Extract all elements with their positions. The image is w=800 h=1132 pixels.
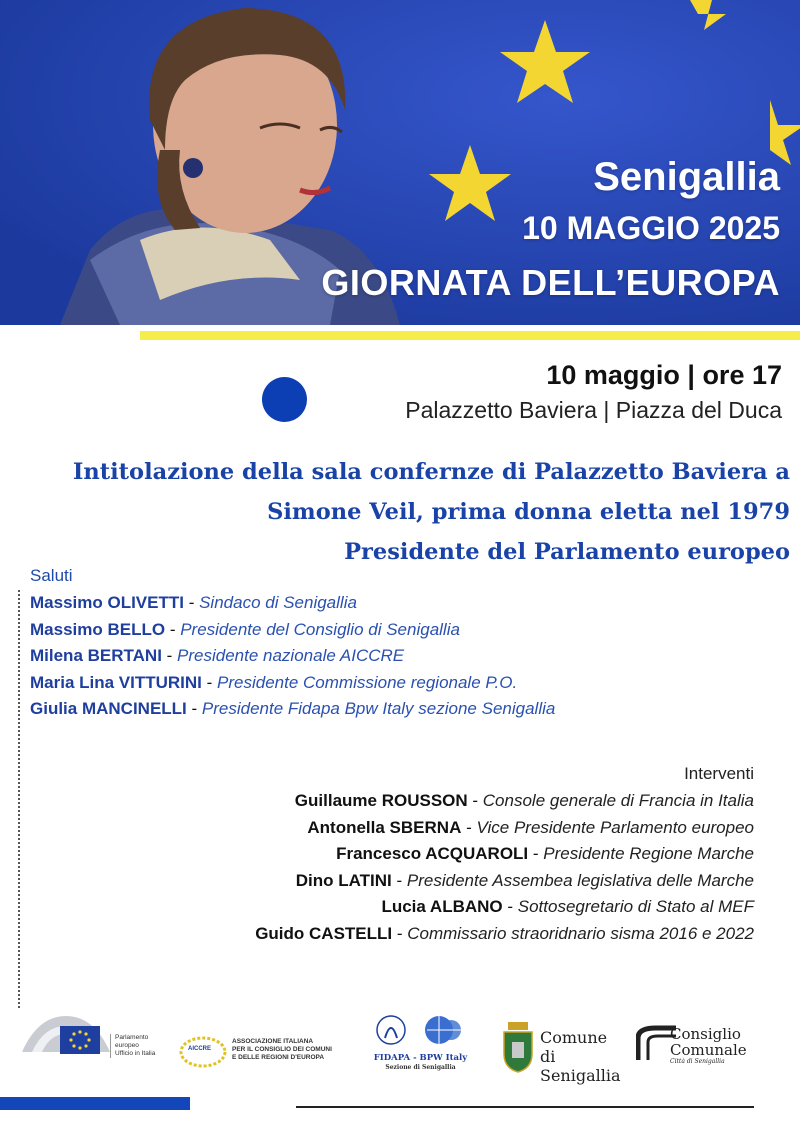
speaker-name: Milena BERTANI	[30, 646, 162, 665]
speaker-role: Presidente nazionale AICCRE	[177, 646, 405, 665]
list-item: Antonella SBERNA - Vice Presidente Parlamento europeo	[307, 817, 754, 837]
speaker-role: Console generale di Francia in Italia	[482, 791, 754, 810]
hero-city: Senigallia	[593, 155, 780, 199]
dedication-title	[30, 452, 790, 572]
speaker-name: Maria Lina VITTURINI	[30, 672, 202, 692]
speaker-name: Giulia MANCINELLI	[30, 699, 187, 718]
list-item: Guillaume ROUSSON - Console generale di Francia in Italia	[294, 791, 754, 810]
title-line: Intitolazione della sala confernze di Palazzetto Baviera a	[72, 459, 790, 485]
logo-text: Comunale	[670, 1041, 747, 1059]
speaker-role: Vice Presidente Parlamento europeo	[476, 817, 754, 837]
title-line: Presidente del Parlamento europeo	[344, 539, 790, 565]
speaker-name: Dino LATINI	[295, 870, 392, 890]
event-where: Palazzetto Baviera | Piazza del Duca	[405, 397, 782, 423]
list-item: Giulia MANCINELLI - Presidente Fidapa Bpw Italy sezione Senigallia	[30, 699, 556, 718]
comune-senigallia-logo	[498, 1020, 628, 1085]
logo-text: PER IL CONSIGLIO DEI COMUNI	[232, 1046, 332, 1053]
blue-dot-icon	[262, 377, 307, 422]
speaker-name: Francesco ACQUAROLI	[336, 844, 529, 863]
fidapa-logo	[368, 1012, 473, 1082]
speaker-name: Antonella SBERNA	[307, 817, 462, 837]
partner-logos	[0, 1010, 800, 1090]
speaker-name: Guido CASTELLI	[255, 923, 393, 943]
list-item: Massimo OLIVETTI - Sindaco di Senigallia	[30, 593, 357, 612]
speaker-role: Sottosegretario di Stato al MEF	[517, 897, 754, 916]
saluti-list	[30, 590, 555, 723]
speaker-name: Massimo OLIVETTI	[30, 593, 184, 612]
list-item: Milena BERTANI - Presidente nazionale AICCRE	[30, 646, 405, 665]
speaker-name: Guillaume ROUSSON	[294, 791, 468, 810]
logo-text: ASSOCIAZIONE ITALIANA	[232, 1038, 314, 1045]
speaker-role: Sindaco di Senigallia	[199, 593, 357, 612]
logo-text: Consiglio	[670, 1025, 741, 1043]
consiglio-comunale-logo	[636, 1024, 776, 1084]
list-item: Dino LATINI - Presidente Assembea legislativa delle Marche	[295, 870, 754, 890]
logo-text: Ufficio in Italia	[115, 1050, 156, 1057]
hero-date: 10 MAGGIO 2025	[522, 210, 780, 246]
list-item: Guido CASTELLI - Commissario straoridnario sisma 2016 e 2022	[255, 923, 754, 943]
speaker-role: Presidente Assembea legislativa delle Marche	[406, 870, 754, 890]
aiccre-stars-icon	[178, 1032, 228, 1072]
title-line: Simone Veil, prima donna eletta nel 1979	[267, 499, 790, 525]
list-item: Maria Lina VITTURINI - Presidente Commissione regionale P.O.	[30, 672, 518, 692]
speaker-role: Presidente Regione Marche	[543, 844, 754, 863]
speaker-role: Presidente Commissione regionale P.O.	[217, 672, 518, 692]
dotted-divider	[18, 590, 20, 1008]
yellow-accent-bar	[140, 331, 800, 340]
bottom-rule	[296, 1106, 754, 1108]
parliament-hemicycle-icon	[18, 1012, 114, 1062]
logo-text: Parlamento europeo	[115, 1034, 149, 1049]
speaker-role: Presidente Fidapa Bpw Italy sezione Senigallia	[201, 699, 556, 718]
logo-text: Sezione di Senigallia	[385, 1064, 456, 1071]
logo-text: FIDAPA - BPW Italy	[373, 1053, 468, 1063]
logo-text: di Senigallia	[540, 1047, 621, 1085]
list-item: Massimo BELLO - Presidente del Consiglio di Senigallia	[30, 619, 460, 639]
list-item: Lucia ALBANO - Sottosegretario di Stato al MEF	[381, 897, 754, 916]
parlamento-europeo-logo	[18, 1012, 158, 1072]
event-when: 10 maggio | ore 17	[546, 360, 782, 390]
fidapa-emblems-icon	[371, 1012, 471, 1048]
logo-text: Città di Senigallia	[670, 1058, 725, 1065]
speaker-name: Lucia ALBANO	[381, 897, 503, 916]
interventi-list	[255, 788, 754, 947]
hero-banner	[0, 0, 800, 325]
speaker-role: Commissario straoridnario sisma 2016 e 2022	[407, 923, 754, 943]
interventi-heading: Interventi	[684, 764, 754, 783]
logo-text: Comune	[540, 1028, 608, 1047]
saluti-heading: Saluti	[30, 566, 73, 585]
aiccre-badge: AICCRE	[188, 1046, 212, 1052]
aiccre-logo	[178, 1032, 348, 1082]
bottom-blue-bar	[0, 1097, 190, 1110]
coat-of-arms-icon	[498, 1020, 538, 1074]
logo-text: E DELLE REGIONI D'EUROPA	[232, 1054, 325, 1061]
speaker-role: Presidente del Consiglio di Senigallia	[180, 619, 460, 639]
list-item: Francesco ACQUAROLI - Presidente Regione Marche	[336, 844, 754, 863]
hero-event-title: GIORNATA DELL’EUROPA	[321, 262, 780, 303]
speaker-name: Massimo BELLO	[30, 619, 166, 639]
